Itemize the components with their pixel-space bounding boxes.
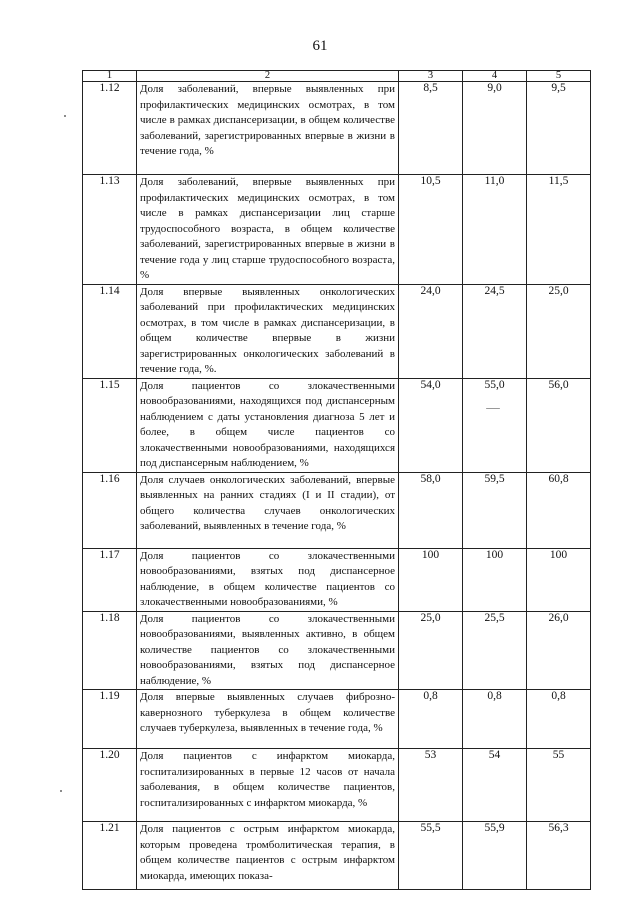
table-row [83, 548, 591, 611]
row-value-col-3: 54,0 [399, 378, 463, 472]
table-row [83, 175, 591, 285]
row-number: 1.16 [83, 472, 137, 548]
row-value-col-3: 24,0 [399, 284, 463, 378]
row-value-col-3: 58,0 [399, 472, 463, 548]
table-header-row [83, 71, 591, 82]
row-description: Доля случаев онкологических заболеваний, впервые выявленных на ранних стадиях (I и II стадии), от общего количества случаев онкологических заболеваний, выявленных в течение года, % [137, 472, 399, 548]
row-value-col-4: 59,5 [463, 472, 527, 548]
header-col-3: 3 [399, 71, 463, 82]
row-number: 1.14 [83, 284, 137, 378]
row-value-col-3: 55,5 [399, 822, 463, 890]
row-description: Доля пациентов с инфарктом миокарда, госпитализированных в первые 12 часов от начала заболевания, в общем количестве пациентов, госпитализированных с инфарктом миокарда, % [137, 749, 399, 822]
row-number: 1.18 [83, 611, 137, 690]
row-description: Доля пациентов со злокачественными новообразованиями, выявленных активно, в общем количестве пациентов со злокачественными новообразованиями, взятых под диспансерное наблюдение, % [137, 611, 399, 690]
row-description: Доля заболеваний, впервые выявленных при профилактических медицинских осмотрах, в том числе в рамках диспансеризации, в общем количестве заболеваний, зарегистрированных впервые в жизни в течение года, % [137, 82, 399, 175]
row-number: 1.15 [83, 378, 137, 472]
row-value-col-4: 54 [463, 749, 527, 822]
scan-speck [64, 115, 66, 117]
row-number: 1.20 [83, 749, 137, 822]
row-value-col-4: 25,5 [463, 611, 527, 690]
row-value-col-5: 60,8 [527, 472, 591, 548]
row-value-col-3: 10,5 [399, 175, 463, 285]
table-row [83, 611, 591, 690]
row-value-col-5: 25,0 [527, 284, 591, 378]
row-number: 1.17 [83, 548, 137, 611]
row-description: Доля впервые выявленных онкологических заболеваний при профилактических медицинских осмотрах, в том числе в рамках диспансеризации, в общем количестве впервые в жизни зарегистрированных онкологических заболеваний в течение года, %. [137, 284, 399, 378]
row-value-col-5: 9,5 [527, 82, 591, 175]
row-value-col-3: 8,5 [399, 82, 463, 175]
row-number: 1.12 [83, 82, 137, 175]
row-number: 1.21 [83, 822, 137, 890]
row-value-col-4: 9,0 [463, 82, 527, 175]
row-description: Доля заболеваний, впервые выявленных при профилактических медицинских осмотрах, в том числе в рамках диспансеризации лиц старше трудоспособного возраста, в общем количестве заболеваний, зарегистрированных впервые в жизни в течение года у лиц старше трудоспособного возраста, % [137, 175, 399, 285]
table-row [83, 378, 591, 472]
table-row [83, 690, 591, 749]
header-col-4: 4 [463, 71, 527, 82]
row-value-col-4: 100 [463, 548, 527, 611]
row-description: Доля впервые выявленных случаев фиброзно-кавернозного туберкулеза в общем количестве случаев туберкулеза, выявленных в течение года, % [137, 690, 399, 749]
table-row [83, 472, 591, 548]
row-value-col-3: 0,8 [399, 690, 463, 749]
header-col-2: 2 [137, 71, 399, 82]
header-col-5: 5 [527, 71, 591, 82]
row-description: Доля пациентов со злокачественными новообразованиями, находящихся под диспансерным наблюдением с даты установления диагноза 5 лет и более, в общем числе пациентов со злокачественными новообразованиями, находящихся под диспансерным наблюдением, % [137, 378, 399, 472]
row-value-col-4: 0,8 [463, 690, 527, 749]
table-row [83, 82, 591, 175]
row-value-col-4: 55,9 [463, 822, 527, 890]
scan-speck [486, 408, 500, 409]
row-description: Доля пациентов со злокачественными новообразованиями, взятых под диспансерное наблюдение, в общем количестве пациентов со злокачественными новообразованиями, % [137, 548, 399, 611]
row-value-col-4: 24,5 [463, 284, 527, 378]
row-value-col-5: 100 [527, 548, 591, 611]
row-value-col-4: 11,0 [463, 175, 527, 285]
row-value-col-5: 56,0 [527, 378, 591, 472]
page-number: 61 [312, 38, 328, 54]
row-value-col-5: 55 [527, 749, 591, 822]
table-row [83, 749, 591, 822]
table-row [83, 284, 591, 378]
row-value-col-5: 0,8 [527, 690, 591, 749]
row-value-col-5: 26,0 [527, 611, 591, 690]
header-col-1: 1 [83, 71, 137, 82]
row-number: 1.13 [83, 175, 137, 285]
row-number: 1.19 [83, 690, 137, 749]
row-value-col-3: 53 [399, 749, 463, 822]
row-value-col-5: 56,3 [527, 822, 591, 890]
row-value-col-4: 55,0 [463, 378, 527, 472]
row-value-col-3: 25,0 [399, 611, 463, 690]
row-description: Доля пациентов с острым инфарктом миокарда, которым проведена тромболитическая терапия, в общем количестве пациентов с острым инфарктом миокарда, имеющих показа- [137, 822, 399, 890]
table-row [83, 822, 591, 890]
indicators-table [82, 70, 591, 890]
row-value-col-3: 100 [399, 548, 463, 611]
row-value-col-5: 11,5 [527, 175, 591, 285]
scan-speck [60, 790, 62, 792]
